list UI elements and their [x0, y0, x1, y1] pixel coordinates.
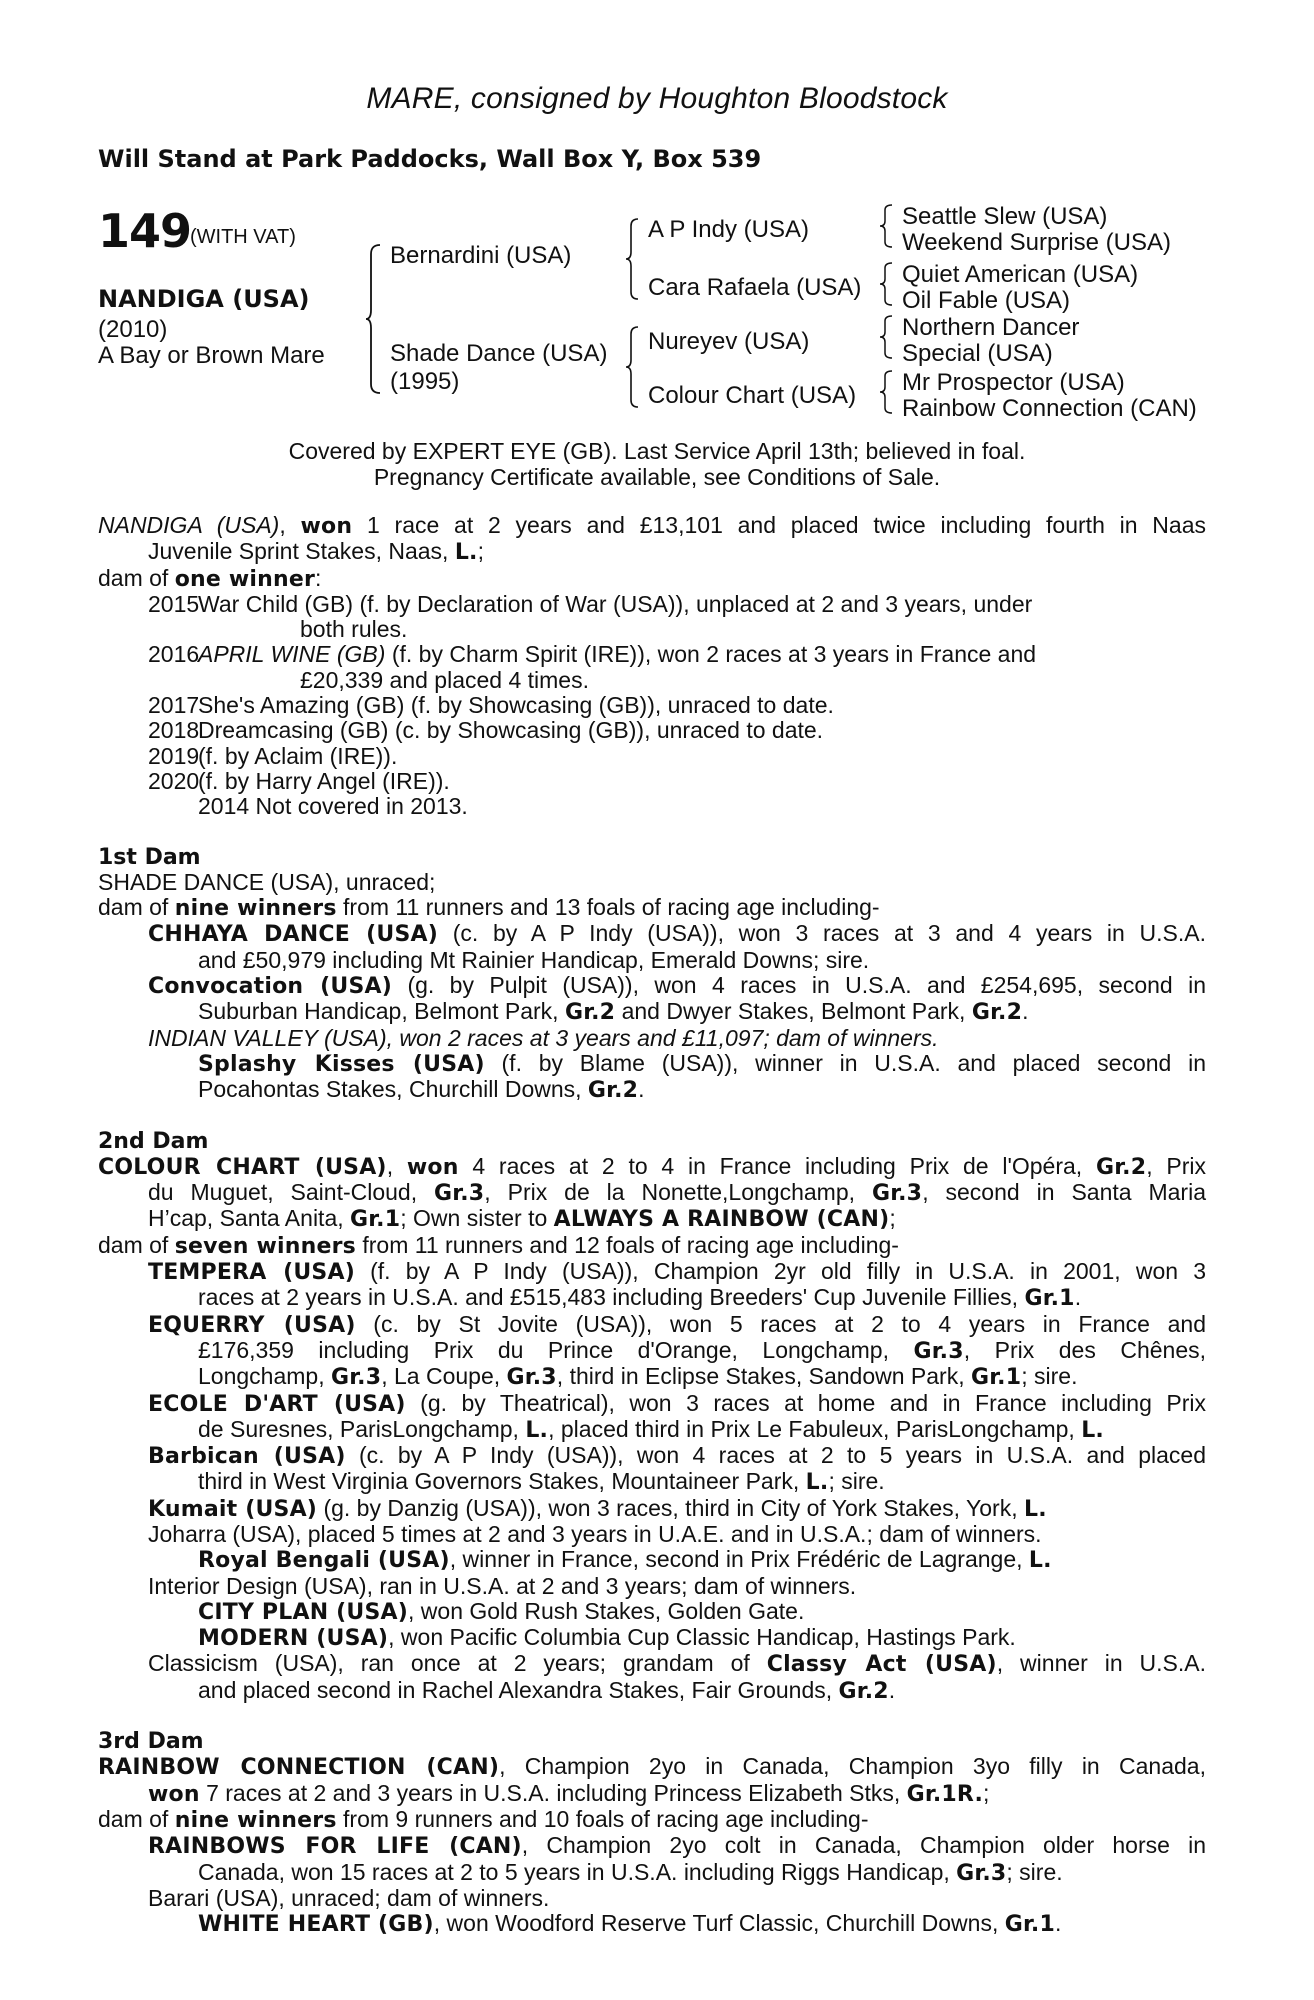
pedigree-dam-year: (1995)	[390, 368, 460, 395]
pregnancy-line: Pregnancy Certificate available, see Conditions of Sale.	[373, 464, 941, 490]
first-dam-line: dam of nine winners from 11 runners and 13 foals of racing age including-	[98, 894, 880, 922]
catalogue-body	[98, 513, 1206, 1937]
intro-dam-of: dam of one winner:	[98, 564, 322, 592]
pedigree-dss: Northern Dancer	[902, 314, 1080, 341]
pedigree-brace-ss	[880, 204, 894, 248]
runner-entry: ECOLE D'ART (USA) (g. by Theatrical), won 3 races at home and in France including Prix	[148, 1389, 1206, 1417]
runner-entry: Interior Design (USA), ran in U.S.A. at 2 and 3 years; dam of winners.	[148, 1572, 857, 1599]
page-title: MARE, consigned by Houghton Bloodstock	[366, 82, 948, 115]
runner-entry-cont: £176,359 including Prix du Prince d'Orange, Longchamp, Gr.3, Prix des Chênes,	[198, 1336, 1207, 1364]
produce-row-cont: both rules.	[300, 616, 408, 643]
runner-entry-cont: and placed second in Rachel Alexandra Stakes, Fair Grounds, Gr.2.	[198, 1676, 896, 1704]
pedigree-sdd: Oil Fable (USA)	[902, 287, 1071, 314]
pedigree-sds: Quiet American (USA)	[902, 261, 1139, 288]
produce-row: 2019(f. by Aclaim (IRE)).	[148, 742, 398, 769]
intro-line: NANDIGA (USA), won 1 race at 2 years and £13,101 and placed twice including fourth in Naas	[98, 512, 1206, 539]
pedigree-brace-dd	[880, 370, 894, 414]
produce-row: 2014 Not covered in 2013.	[198, 793, 468, 820]
produce-row-cont: £20,339 and placed 4 times.	[300, 666, 589, 693]
pedigree-brace-sire	[626, 218, 640, 300]
runner-entry: CITY PLAN (USA), won Gold Rush Stakes, Golden Gate.	[198, 1597, 805, 1625]
pedigree-ddd: Rainbow Connection (CAN)	[902, 395, 1197, 422]
pedigree-brace-ds	[880, 315, 894, 359]
pedigree-ssd: Weekend Surprise (USA)	[902, 229, 1171, 256]
horse-description: A Bay or Brown Mare	[98, 342, 325, 369]
runner-entry-cont: Canada, won 15 races at 2 to 5 years in U.S.A. including Riggs Handicap, Gr.3; sire.	[198, 1858, 1063, 1886]
pedigree-dsd: Special (USA)	[902, 340, 1053, 367]
pedigree-brace-gen1	[366, 244, 382, 394]
runner-entry: Royal Bengali (USA), winner in France, second in Prix Frédéric de Lagrange, L.	[198, 1546, 1052, 1574]
runner-entry: EQUERRY (USA) (c. by St Jovite (USA)), won 5 races at 2 to 4 years in France and	[148, 1310, 1206, 1338]
stand-location: Will Stand at Park Paddocks, Wall Box Y, Box 539	[98, 145, 762, 173]
third-dam-heading: 3rd Dam	[98, 1729, 204, 1755]
produce-row: 2016APRIL WINE (GB) (f. by Charm Spirit (IRE)), won 2 races at 3 years in France and	[148, 641, 1037, 668]
produce-row: 2017She's Amazing (GB) (f. by Showcasing (GB)), unraced to date.	[148, 692, 834, 719]
pedigree-dam: Shade Dance (USA)	[390, 340, 608, 367]
second-dam-line: dam of seven winners from 11 runners and 12 foals of racing age including-	[98, 1231, 899, 1259]
vat-label: (WITH VAT)	[190, 226, 296, 248]
runner-entry-cont: and £50,979 including Mt Rainier Handicap, Emerald Downs; sire.	[198, 946, 870, 973]
first-dam-heading: 1st Dam	[98, 844, 201, 870]
runner-entry-cont: Longchamp, Gr.3, La Coupe, Gr.3, third in Eclipse Stakes, Sandown Park, Gr.1; sire.	[198, 1363, 1078, 1391]
runner-entry: Barari (USA), unraced; dam of winners.	[148, 1884, 550, 1911]
runner-entry: RAINBOWS FOR LIFE (CAN), Champion 2yo colt in Canada, Champion older horse in	[148, 1832, 1206, 1860]
runner-entry: Barbican (USA) (c. by A P Indy (USA)), won 4 races at 2 to 5 years in U.S.A. and placed	[148, 1442, 1206, 1470]
intro-line: Juvenile Sprint Stakes, Naas, L.;	[148, 538, 484, 566]
runner-entry-cont: races at 2 years in U.S.A. and £515,483 including Breeders' Cup Juvenile Fillies, Gr.1.	[198, 1284, 1082, 1312]
runner-entry: Splashy Kisses (USA) (f. by Blame (USA)), winner in U.S.A. and placed second in	[198, 1049, 1206, 1077]
pedigree-dam-dam: Colour Chart (USA)	[648, 382, 857, 409]
third-dam-line: RAINBOW CONNECTION (CAN), Champion 2yo in Canada, Champion 3yo filly in Canada,	[98, 1753, 1206, 1781]
runner-entry: CHHAYA DANCE (USA) (c. by A P Indy (USA)), won 3 races at 3 and 4 years in U.S.A.	[148, 920, 1206, 948]
horse-name: NANDIGA (USA)	[98, 285, 310, 313]
second-dam-heading: 2nd Dam	[98, 1128, 209, 1154]
runner-entry: MODERN (USA), won Pacific Columbia Cup Classic Handicap, Hastings Park.	[198, 1624, 1016, 1652]
pedigree-brace-sd	[880, 262, 894, 306]
runner-entry-cont: Suburban Handicap, Belmont Park, Gr.2 and Dwyer Stakes, Belmont Park, Gr.2.	[198, 998, 1029, 1026]
lot-number: 149	[98, 204, 192, 258]
pedigree-brace-dam	[626, 326, 640, 408]
third-dam-line: dam of nine winners from 9 runners and 10 foals of racing age including-	[98, 1805, 869, 1833]
pedigree-sss: Seattle Slew (USA)	[902, 203, 1108, 230]
runner-entry: Convocation (USA) (g. by Pulpit (USA)), won 4 races in U.S.A. and £254,695, second in	[148, 972, 1206, 1000]
produce-row: 2018Dreamcasing (GB) (c. by Showcasing (GB)), unraced to date.	[148, 717, 824, 744]
runner-entry: Kumait (USA) (g. by Danzig (USA)), won 3 races, third in City of York Stakes, York, L.	[148, 1494, 1047, 1522]
first-dam-line: SHADE DANCE (USA), unraced;	[98, 868, 436, 895]
pedigree-sire: Bernardini (USA)	[390, 242, 572, 269]
runner-entry-cont: third in West Virginia Governors Stakes, Mountaineer Park, L.; sire.	[198, 1468, 885, 1496]
pedigree-sire-sire: A P Indy (USA)	[648, 216, 809, 243]
second-dam-line: du Muguet, Saint-Cloud, Gr.3, Prix de la Nonette,Longchamp, Gr.3, second in Santa Maria	[148, 1179, 1206, 1207]
produce-row: 2020(f. by Harry Angel (IRE)).	[148, 767, 450, 794]
second-dam-line: H’cap, Santa Anita, Gr.1; Own sister to ALWAYS A RAINBOW (CAN);	[148, 1205, 896, 1233]
produce-row: 2015War Child (GB) (f. by Declaration of War (USA)), unplaced at 2 and 3 years, under	[148, 590, 1033, 617]
covered-line: Covered by EXPERT EYE (GB). Last Service April 13th; believed in foal.	[288, 438, 1026, 464]
foaled-year: (2010)	[98, 316, 168, 343]
second-dam-line: COLOUR CHART (USA), won 4 races at 2 to 4 in France including Prix de l'Opéra, Gr.2, Prix	[98, 1152, 1206, 1180]
runner-entry: WHITE HEART (GB), won Woodford Reserve Turf Classic, Churchill Downs, Gr.1.	[198, 1910, 1062, 1938]
runner-entry: INDIAN VALLEY (USA), won 2 races at 3 years and £11,097; dam of winners.	[148, 1024, 939, 1051]
runner-entry-cont: Pocahontas Stakes, Churchill Downs, Gr.2.	[198, 1076, 645, 1104]
runner-entry: Joharra (USA), placed 5 times at 2 and 3 years in U.A.E. and in U.S.A.; dam of winners.	[148, 1520, 1042, 1547]
pedigree-dds: Mr Prospector (USA)	[902, 369, 1125, 396]
pedigree-sire-dam: Cara Rafaela (USA)	[648, 274, 862, 301]
runner-entry-cont: de Suresnes, ParisLongchamp, L., placed third in Prix Le Fabuleux, ParisLongchamp, L.	[198, 1415, 1104, 1443]
pedigree-dam-sire: Nureyev (USA)	[648, 328, 810, 355]
third-dam-line: won 7 races at 2 and 3 years in U.S.A. including Princess Elizabeth Stks, Gr.1R.;	[148, 1779, 990, 1807]
runner-entry: TEMPERA (USA) (f. by A P Indy (USA)), Champion 2yr old filly in U.S.A. in 2001, won 3	[148, 1258, 1206, 1286]
runner-entry: Classicism (USA), ran once at 2 years; grandam of Classy Act (USA), winner in U.S.A.	[148, 1650, 1206, 1678]
